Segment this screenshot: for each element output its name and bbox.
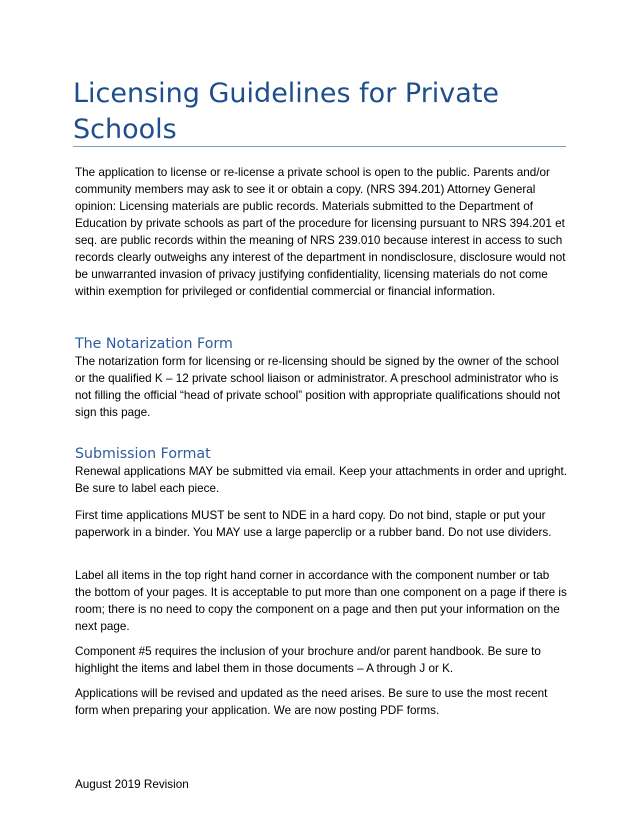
notarization-heading: The Notarization Form bbox=[75, 336, 233, 352]
submission-paragraph-first-time: First time applications MUST be sent to NDE in a hard copy. Do not bind, staple or put your paperwork in a binder. You MAY use a large paperclip or a rubber band. Do not use dividers. bbox=[75, 509, 552, 539]
submission-labeling bbox=[75, 567, 567, 635]
submission-paragraph-component5: Component #5 requires the inclusion of your brochure and/or parent handbook. Be sure to highlight the items and label them in those documents – A through J or K. bbox=[75, 645, 541, 675]
submission-revisions bbox=[75, 685, 567, 719]
submission-first-time bbox=[75, 507, 567, 541]
submission-paragraph-renewal: Renewal applications MAY be submitted via email. Keep your attachments in order and upright. Be sure to label each piece. bbox=[75, 465, 568, 495]
notarization-paragraph: The notarization form for licensing or re-licensing should be signed by the owner of the school or the qualified K – 12 private school liaison or administrator. A preschool administrator who is not filling the official “head of private school” position with appropriate qualifications should not sign this page. bbox=[75, 355, 561, 419]
notarization-section bbox=[75, 335, 567, 421]
submission-paragraph-revisions: Applications will be revised and updated as the need arises. Be sure to use the most recent form when preparing your application. We are now posting PDF forms. bbox=[75, 687, 548, 717]
page-title: Licensing Guidelines for Private Schools bbox=[73, 78, 500, 145]
submission-paragraph-labeling: Label all items in the top right hand corner in accordance with the component number or tab the bottom of your pages. It is acceptable to put more than one component on a page if there is room; there is no need to copy the component on a page and then put your information on the next page. bbox=[75, 569, 567, 633]
submission-component5 bbox=[75, 643, 567, 677]
intro-paragraph: The application to license or re-license a private school is open to the public. Parents and/or community members may ask to see it or obtain a copy. (NRS 394.201) Attorney General opinion: Licensing materials are public records. Materials submitted to the Department of Education by private schools as part of the procedure for licensing pursuant to NRS 394.201 et seq. are public records within the meaning of NRS 239.010 because interest in access to such records clearly outweighs any interest of the department in nondisclosure, disclosure would not be unwarranted invasion of privacy justifying confidentiality, licensing materials do not come within exemption for privileged or confidential commercial or financial information. bbox=[75, 166, 566, 298]
revision-footer: August 2019 Revision bbox=[75, 778, 189, 791]
title-divider bbox=[73, 146, 566, 147]
submission-section bbox=[75, 445, 567, 497]
submission-heading: Submission Format bbox=[75, 446, 211, 462]
intro-section bbox=[75, 164, 567, 300]
